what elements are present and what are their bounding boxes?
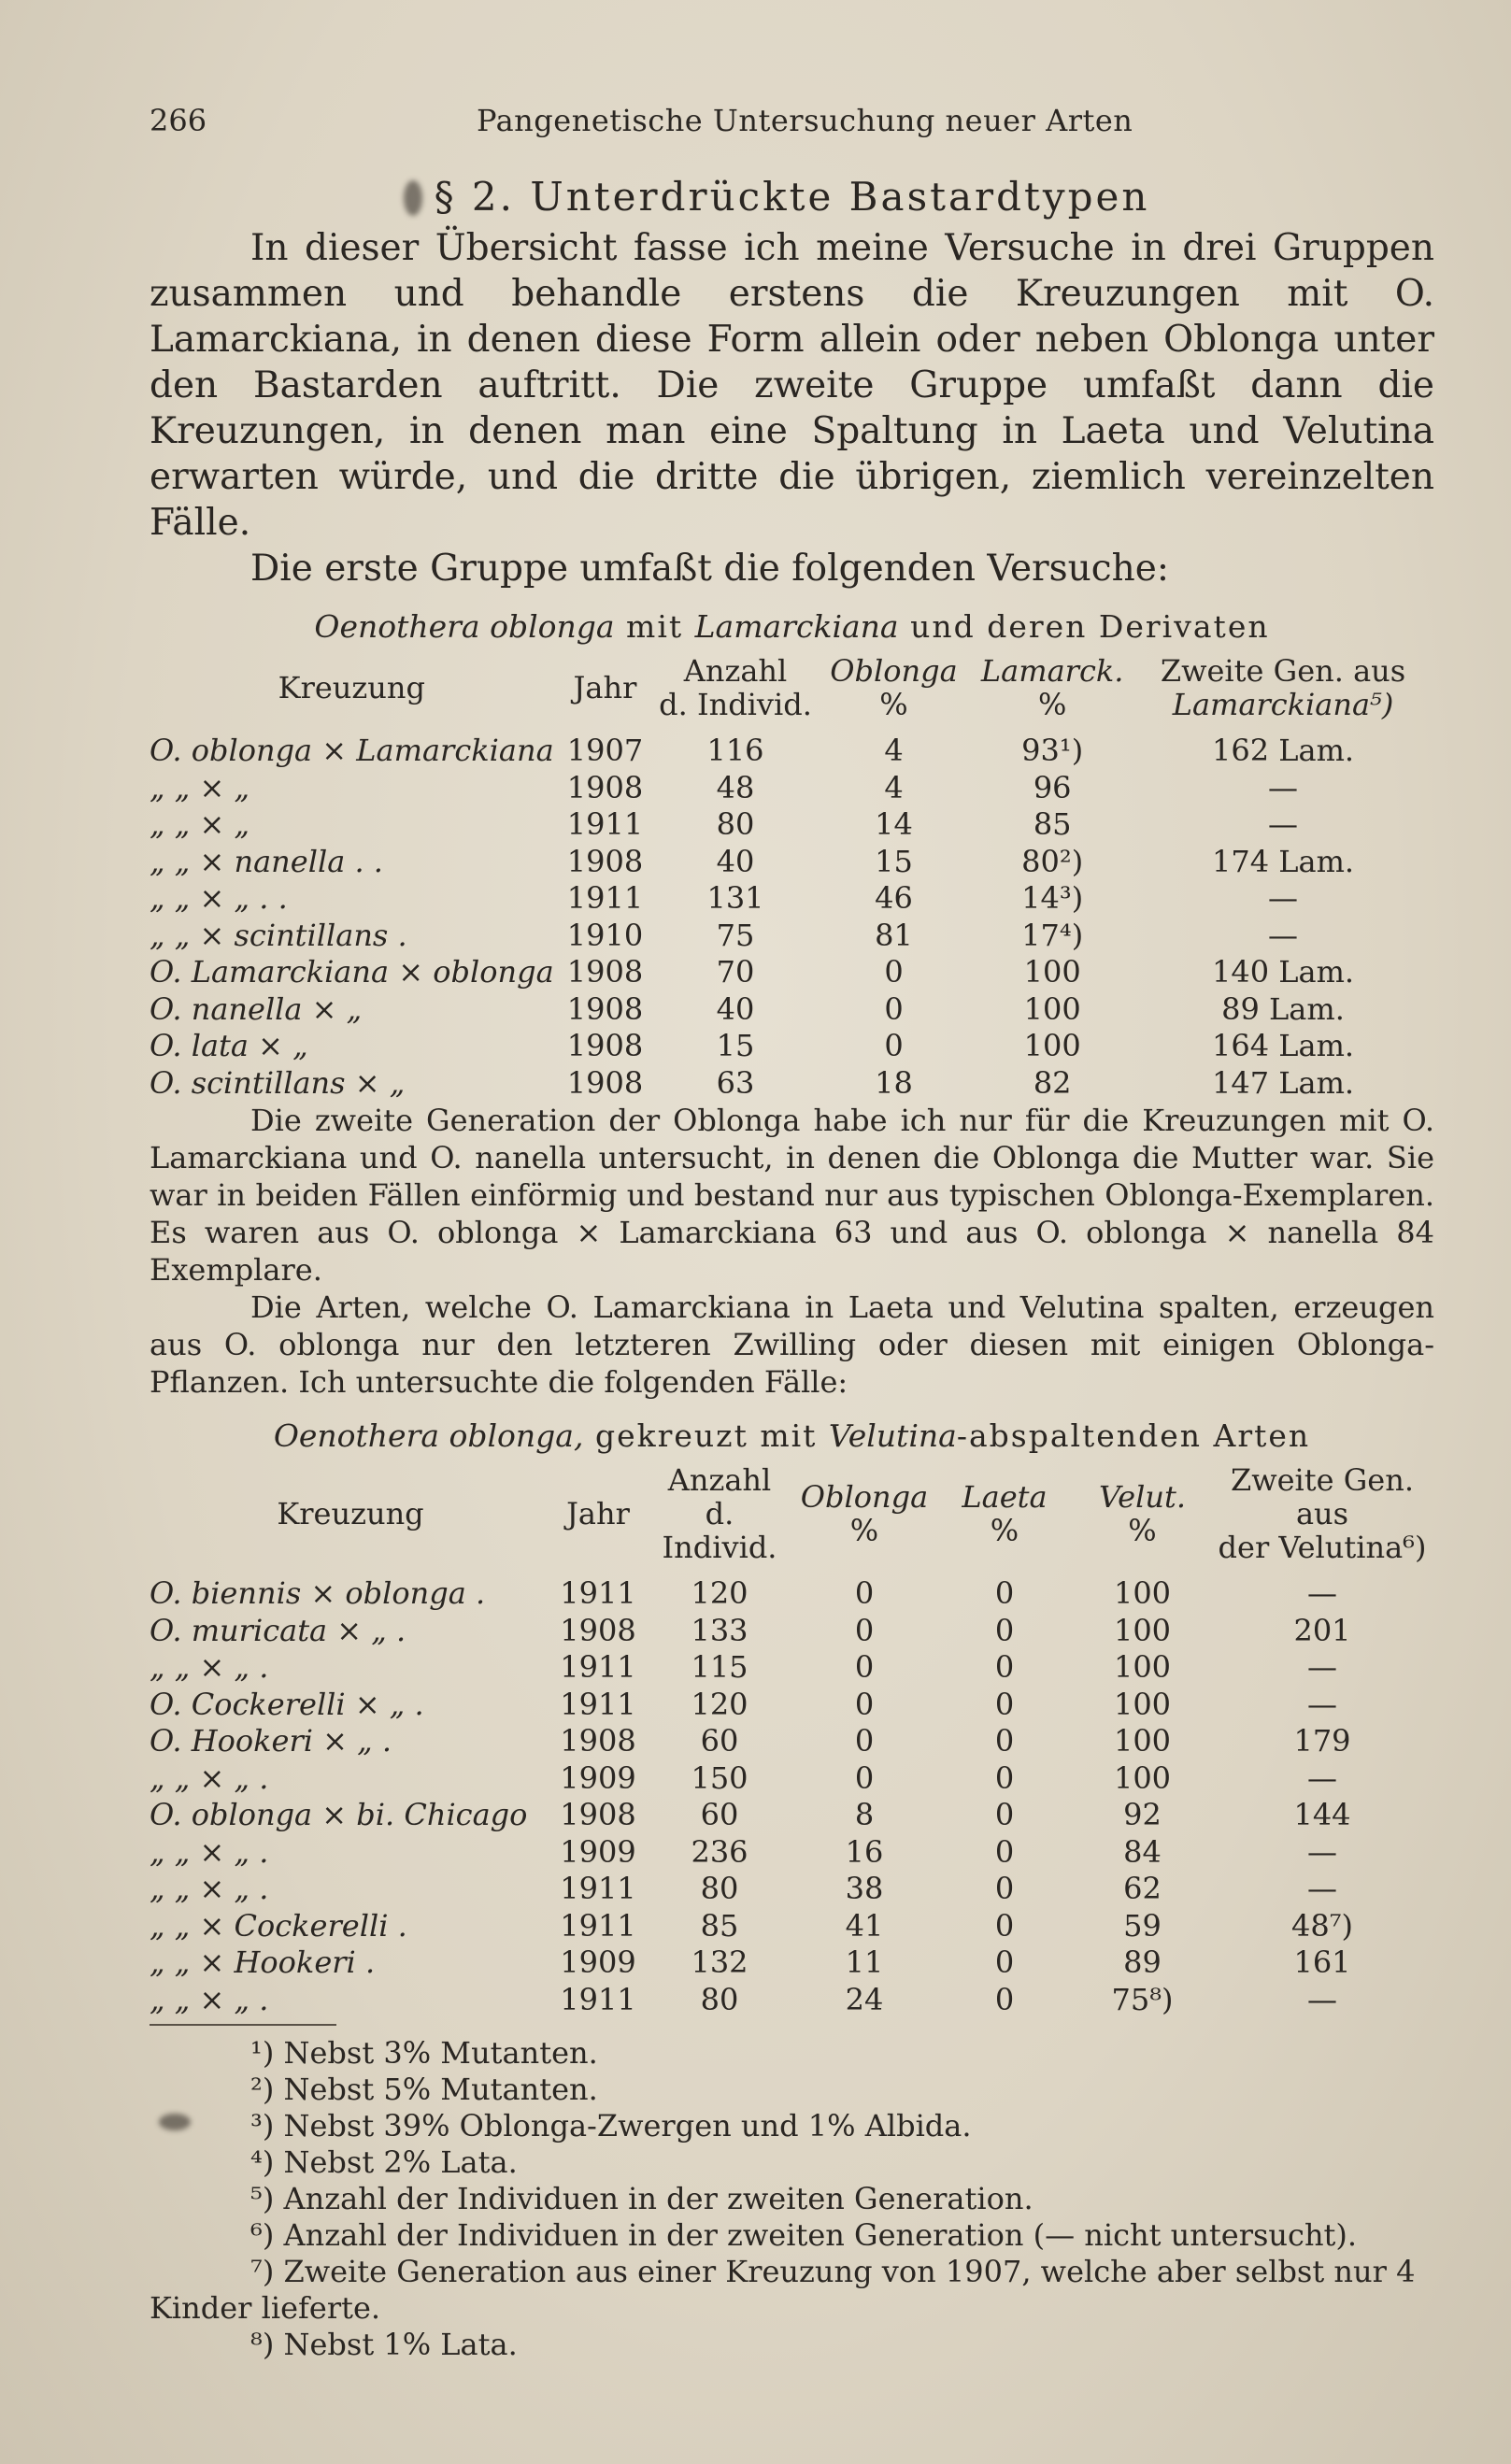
footnote: ⁶) Anzahl der Individuen in der zweiten Generation (— nicht untersucht). [250, 2217, 1358, 2253]
footnote: ²) Nebst 5% Mutanten. [250, 2072, 598, 2107]
col-jahr: Jahr [573, 670, 637, 705]
running-title: Pangenetische Untersuchung neuer Arten [477, 103, 1133, 138]
table-row: „ „ × „ . 1911 80 38 0 62 — [150, 1871, 1337, 1906]
table-row: O. lata × „ 1908 15 0 100 164 Lam. [150, 1028, 1355, 1063]
table-row: „ „ × „ . 1911 115 0 0 100 — [150, 1649, 1337, 1685]
table2-caption-velutina: Velutina [828, 1417, 957, 1454]
col-jahr: Jahr [566, 1496, 630, 1531]
intro-paragraph: In dieser Übersicht fasse ich meine Versuche in drei Gruppen zusammen und behandle erstens die Kreuzungen mit O. Lamarckiana, in denen diese Form allein oder neben Oblonga unter den Bastarden auftritt. Die zweite Gruppe umfaßt dann die Kreuzungen, in denen man eine Spaltung in Laeta und Velutina erwarten würde, und die dritte die übrigen, ziemlich vereinzelten Fälle. [150, 227, 1434, 544]
table-header-row [150, 650, 1434, 733]
col-lamarck: Lamarck. % [980, 653, 1124, 722]
col-oblonga: Oblonga % [800, 1479, 929, 1548]
footnote: ⁵) Anzahl der Individuen in der zweiten Generation. [250, 2181, 1033, 2216]
page-content [150, 103, 1434, 2363]
footnote-continuation: Kinder lieferte. [150, 2290, 381, 2326]
table-row: O. Lamarckiana × oblonga 1908 70 0 100 140 Lam. [150, 954, 1355, 990]
footnote: ¹) Nebst 3% Mutanten. [250, 2035, 598, 2071]
table-row: „ „ × „ . 1909 150 0 0 100 — [150, 1759, 1337, 1796]
page-number: 266 [150, 103, 207, 138]
table-row: O. scintillans × „ 1908 63 18 82 147 Lam. [150, 1064, 1355, 1101]
col-laeta: Laeta % [962, 1479, 1048, 1548]
col-oblonga: Oblonga % [830, 653, 958, 722]
table-row: „ „ × „ . 1909 236 16 0 84 — [150, 1833, 1337, 1870]
table-row: „ „ × „ 1911 80 14 85 — [150, 806, 1299, 842]
table-row: „ „ × nanella . . 1908 40 15 80²) 174 Lam. [150, 843, 1355, 879]
second-generation-paragraph: Die zweite Generation der Oblonga habe ich nur für die Kreuzungen mit O. Lamarckiana und O. nanella untersucht, in denen die Oblonga die Mutter war. Sie war in beiden Fällen einförmig und bestand nur aus typischen Oblonga-Exemplaren. Es waren aus O. oblonga × Lamarckiana 63 und aus O. oblonga × nanella 84 Exemplare. [150, 1103, 1434, 1288]
table-row: O. muricata × „ . 1908 133 0 0 100 201 [150, 1612, 1351, 1648]
table-row: O. oblonga × Lamarckiana 1907 116 4 93¹) 162 Lam. [150, 733, 1355, 768]
table-row: O. biennis × oblonga . 1911 120 0 0 100 — [150, 1575, 1337, 1611]
table-row: O. Cockerelli × „ . 1911 120 0 0 100 — [150, 1686, 1337, 1722]
footnote-rule [150, 2024, 336, 2026]
table1-caption-species-2: Lamarckiana [694, 608, 899, 645]
table1-caption-text: mit [614, 608, 695, 645]
footnote: ³) Nebst 39% Oblonga-Zwergen und 1% Albida. [250, 2108, 972, 2144]
table-row: „ „ × Cockerelli . 1911 85 41 0 59 48⁷) [150, 1907, 1354, 1944]
footnote: ⁷) Zweite Generation aus einer Kreuzung von 1907, welche aber selbst nur 4 [250, 2254, 1416, 2289]
table-row: O. oblonga × bi. Chicago 1908 60 8 0 92 144 [150, 1797, 1351, 1832]
table2-caption [150, 1417, 1434, 1454]
running-header [150, 103, 1434, 138]
col-zweite-gen: Zweite Gen. aus der Velutina⁶) [1218, 1462, 1427, 1565]
table1-caption-text-2: und deren Derivaten [898, 608, 1270, 645]
section-heading: § 2. Unterdrückte Bastardtypen [434, 174, 1150, 220]
table1-caption-species: Oenothera oblonga [314, 608, 615, 645]
footnotes [150, 2035, 1434, 2363]
col-zweite-gen: Zweite Gen. aus Lamarckiana⁵) [1160, 653, 1406, 722]
table-header-row [150, 1460, 1434, 1575]
table-row: „ „ × „ . 1911 80 24 0 75⁸) — [150, 1981, 1337, 2017]
table-row: O. Hookeri × „ . 1908 60 0 0 100 179 [150, 1723, 1351, 1759]
col-anzahl: Anzahl d. Individ. [662, 1462, 777, 1565]
table-row: „ „ × „ . . 1911 131 46 14³) — [150, 880, 1299, 916]
table-row: „ „ × Hookeri . 1909 132 11 0 89 161 [150, 1944, 1351, 1980]
footnote: ⁴) Nebst 2% Lata. [250, 2144, 518, 2180]
table-row: „ „ × scintillans . 1910 75 81 17⁴) — [150, 917, 1299, 953]
col-kreuzung: Kreuzung [277, 1496, 424, 1531]
table2-caption-species: Oenothera oblonga, [273, 1417, 584, 1454]
footnote: ⁸) Nebst 1% Lata. [250, 2327, 518, 2362]
first-group-line: Die erste Gruppe umfaßt die folgenden Versuche: [250, 548, 1169, 590]
table2-caption-text: gekreuzt mit [583, 1417, 829, 1454]
col-velut: Velut. % [1099, 1479, 1186, 1548]
table1-caption [150, 608, 1434, 645]
velutina-intro-paragraph: Die Arten, welche O. Lamarckiana in Laeta und Velutina spalten, erzeugen aus O. oblonga nur den letzteren Zwilling oder diesen mit einigen Oblonga-Pflanzen. Ich untersuchte die folgenden Fälle: [150, 1289, 1434, 1400]
col-kreuzung: Kreuzung [278, 670, 425, 705]
table-row: O. nanella × „ 1908 40 0 100 89 Lam. [150, 990, 1345, 1027]
table-row: „ „ × „ 1908 48 4 96 — [150, 769, 1299, 805]
table2-caption-text-2: -abspaltenden Arten [956, 1417, 1311, 1454]
table-oblonga-lamarckiana [150, 650, 1434, 1102]
table-oblonga-velutina [150, 1460, 1434, 2018]
col-anzahl: Anzahl d. Individ. [659, 653, 812, 722]
